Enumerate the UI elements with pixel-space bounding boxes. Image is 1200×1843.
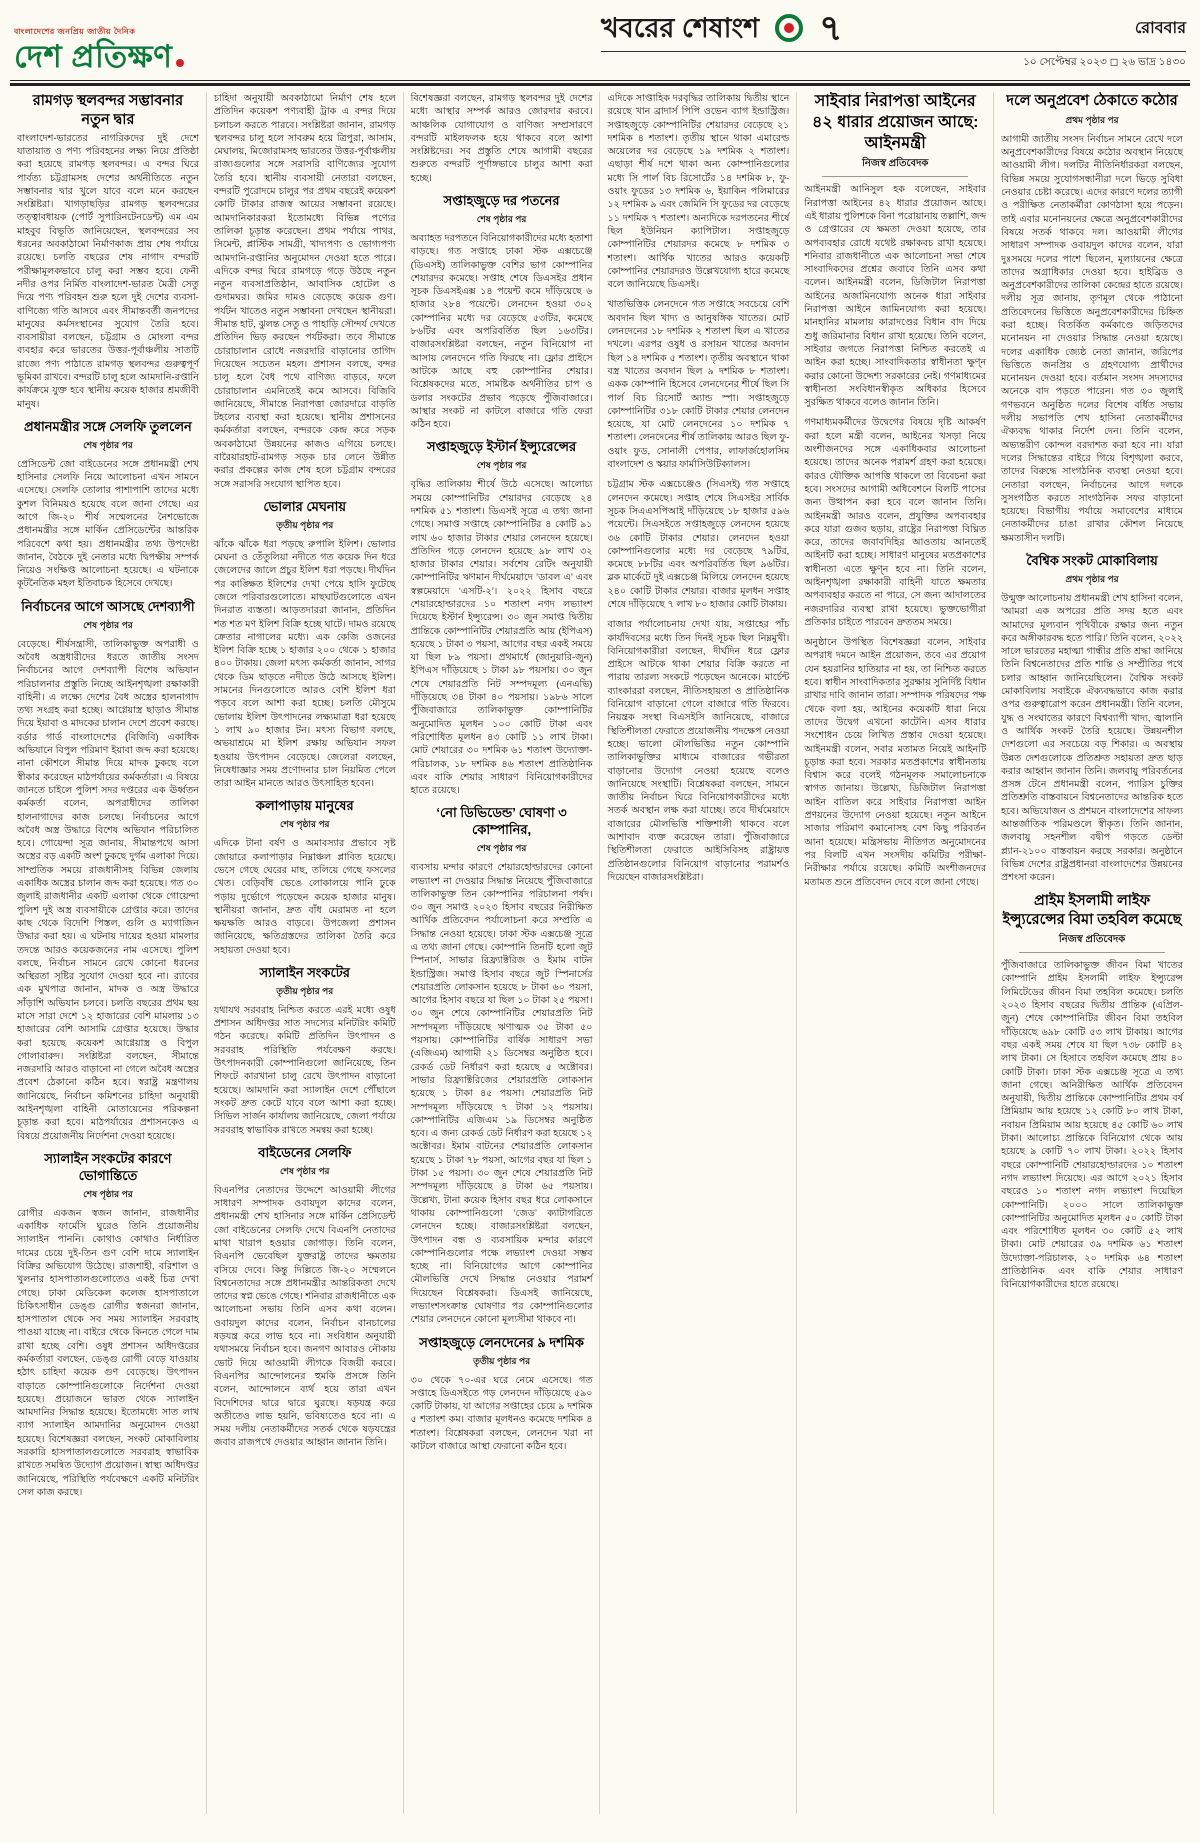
article-headline: দলে অনুপ্রবেশ ঠেকাতে কঠোর	[1006, 93, 1178, 109]
article-headline: ভোলার মেঘনায়	[263, 498, 347, 514]
masthead-left	[14, 26, 184, 72]
newspaper-logo: দেশ প্রতিক্ষণ	[14, 41, 184, 72]
dateline: ১০ সেপ্টেম্বর ২০২৩ ◻ ২৬ ভাদ্র ১৪৩০	[601, 51, 1186, 72]
column-4	[599, 92, 796, 1814]
continuation-note: শেষ পৃষ্ঠার পর	[83, 1188, 133, 1199]
article-body: অব্যাহত দরপতনে বিনিয়োগকারীদের মধ্যে হতাশা বাড়ছে। গত সপ্তাহে ঢাকা স্টক এক্সচেঞ্জে (ডিএসই) তালিকাভুক্ত বেশির ভাগ কোম্পানির শেয়ারদর কমেছে। সপ্তাহ শেষে ডিএসইর প্রধান সূচক ডিএসইএক্স ১৪ পয়েন্ট কমে দাঁড়িয়েছে ৬ হাজার ২৮৪ পয়েন্টে। লেনদেন হওয়া ৩০২ কোম্পানির মধ্যে দর বেড়েছে ৫৩টির, কমেছে ৮৬টির এবং অপরিবর্তিত ছিল ১৬৩টির। বাজারসংশ্লিষ্টরা বলছেন, নতুন বিনিয়োগ না আসায় লেনদেনে গতি ফিরছে না। ফ্লোর প্রাইসে আটকে আছে বহু কোম্পানির শেয়ার। বিশ্লেষকদের মতে, সামষ্টিক অর্থনীতির চাপ ও ডলার সংকটের প্রভাব পড়েছে পুঁজিবাজারে। আস্থার সংকট না কাটলে বাজারে গতি ফেরা কঠিন হবে।	[410, 232, 593, 431]
continuation-note: তৃতীয় পৃষ্ঠার পর	[276, 985, 334, 996]
column-5	[796, 92, 993, 1814]
article-headline: কলাপাড়ায় মানুষের	[255, 798, 354, 814]
article-headline: বৈশ্বিক সংকট মোকাবিলায়	[1026, 553, 1158, 569]
page-number: ৭	[819, 7, 843, 48]
continuation-note: শেষ পৃষ্ঠার পর	[476, 843, 527, 854]
article-body: যথাযথ সরবরাহ নিশ্চিত করতে এরই মধ্যে ওষুধ প্রশাসন অধিদপ্তর সাত সদস্যের মনিটরিং কমিটি গঠন করেছে। কমিটি প্রতিদিন উৎপাদন ও সরবরাহ পরিস্থিতি পর্যবেক্ষণ করছে। উৎপাদনকারী কোম্পানিগুলো জানিয়েছে, তিন শিফটে কারখানা চালু রেখে উৎপাদন বাড়ানো হয়েছে। আমদানি করা স্যালাইন দেশে পৌঁছালে সংকট দ্রুত কেটে যাবে বলে আশা করা হচ্ছে। সিভিল সার্জন কার্যালয় জানিয়েছে, জেলা পর্যায়ে সরবরাহ স্বাভাবিক রাখতে সমন্বয় করা হচ্ছে।	[213, 1004, 396, 1136]
article-headline: সপ্তাহজুড়ে ইস্টার্ন ইন্স্যুরেন্সের	[427, 439, 577, 455]
article-headline: সাইবার নিরাপত্তা আইনের ৪২ ধারার প্রয়োজন আছে: আইনমন্ত্রী	[812, 93, 979, 152]
continuation-note: শেষ পৃষ্ঠার পর	[476, 460, 527, 471]
weekday-label: রোববার	[1134, 19, 1186, 37]
article-headline: প্রধানমন্ত্রীর সঙ্গে সেলফি তুললেন	[24, 418, 192, 434]
column-3	[403, 92, 600, 1814]
masthead-right	[601, 7, 1186, 72]
article-headline: ‘নো ডিভিডেন্ড’ ঘোষণা ৩ কোম্পানির,	[436, 805, 567, 838]
continuation-note: তৃতীয় পৃষ্ঠার পর	[276, 519, 334, 530]
article-body: বেড়েছে। শীর্ষসন্ত্রাসী, তালিকাভুক্ত অপরাধী ও অবৈধ অস্ত্রধারীদের ধরতে জাতীয় সংসদ নির্বাচনের আগে দেশব্যাপী বিশেষ অভিযান পরিচালনার প্রস্তুতি নিচ্ছে আইনশৃঙ্খলা রক্ষাকারী বাহিনী। এ লক্ষ্যে দেশের বৈধ অস্ত্রের হালনাগাদ তথ্য সংগ্রহ করা হচ্ছে। আগ্নেয়াস্ত্র ছাড়াও সীমান্ত দিয়ে ইয়াবা ও মাদকের চালান দেশে প্রবেশ করছে। বর্ডার গার্ড বাংলাদেশের (বিজিবি) একাধিক অভিযানে বিপুল পরিমাণ ইয়াবা জব্দ করা হয়েছে। নানা কৌশলে সীমান্ত দিয়ে মাদক ঢুকছে বলে স্বীকার করেছেন মাঠপর্যায়ের কর্মকর্তারা। এ বিষয়ে জানতে চাইলে পুলিশ সদর দপ্তরের এক ঊর্ধ্বতন কর্মকর্তা বলেন, অপরাধীদের তালিকা হালনাগাদের কাজ চলছে। নির্বাচনের আগে অবৈধ অস্ত্র উদ্ধারে বিশেষ অভিযান পরিচালিত হবে। গোয়েন্দা সূত্র জানায়, সীমান্তপথে আসা অস্ত্রের বড় একটি অংশ ঢুকছে দুর্গম এলাকা দিয়ে। সাম্প্রতিক সময়ে রাজধানীসহ বিভিন্ন জেলায় একাধিক অস্ত্রের চালান জব্দ করা হয়েছে। গত ৩০ জুলাই রাজধানীর একটি এলাকা থেকে গোয়েন্দা পুলিশ দুই অস্ত্র ব্যবসায়ীকে গ্রেপ্তার করে। তাদের কাছ থেকে বিদেশি পিস্তল, গুলি ও ম্যাগাজিন উদ্ধার করা হয়। এ ঘটনায় দায়ের হওয়া মামলার তদন্তে আরও কয়েকজনের নাম এসেছে। পুলিশ বলছে, নির্বাচন সামনে রেখে কোনো ধরনের অস্থিরতা সৃষ্টির সুযোগ দেওয়া হবে না। র‌্যাবের এক মুখপাত্র জানান, মাদক ও অস্ত্র উদ্ধারে সাঁড়াশি অভিযান চলবে। চলতি বছরের প্রথম ছয় মাসে সারা দেশে ১২ হাজারের বেশি মামলায় ১৩ হাজারের বেশি আসামি গ্রেপ্তার হয়েছে। উদ্ধার করা হয়েছে কয়েকশ আগ্নেয়াস্ত্র ও বিপুল গোলাবারুদ। সংশ্লিষ্টরা বলছেন, সীমান্তে নজরদারি আরও বাড়ানো না গেলে অবৈধ অস্ত্রের প্রবেশ ঠেকানো কঠিন হবে। স্বরাষ্ট্র মন্ত্রণালয় জানিয়েছে, নির্বাচন কমিশনের চাহিদা অনুযায়ী আইনশৃঙ্খলা বাহিনী মোতায়েনের পরিকল্পনা চূড়ান্ত করা হবে। মাঠপর্যায়ের প্রশাসনকেও এ বিষয়ে প্রয়োজনীয় নির্দেশনা দেওয়া হয়েছে।	[17, 638, 199, 1142]
content-columns	[0, 86, 1200, 1822]
article-body: রোগীর একজন স্বজন জানান, রাজধানীর একাধিক ফার্মেসি ঘুরেও তিনি প্রয়োজনীয় স্যালাইন পাননি। কোথাও কোথাও নির্ধারিত দামের চেয়ে দুই-তিন গুণ বেশি দামে স্যালাইন বিক্রির অভিযোগ উঠেছে। রাজশাহী, বরিশাল ও খুলনার হাসপাতালগুলোতেও একই চিত্র দেখা গেছে। ঢাকা মেডিকেল কলেজ হাসপাতালে চিকিৎসাধীন ডেঙ্গু রোগীর স্বজনরা জানান, হাসপাতাল থেকে সব সময় স্যালাইন সরবরাহ পাওয়া যাচ্ছে না। বাইরে থেকে কিনতে গেলে দাম রাখা হচ্ছে বেশি। ওষুধ প্রশাসন অধিদপ্তরের কর্মকর্তারা বলছেন, ডেঙ্গু রোগী বেড়ে যাওয়ায় হঠাৎ চাহিদা কয়েক গুণ বেড়েছে। উৎপাদন বাড়াতে কোম্পানিগুলোকে নির্দেশনা দেওয়া হয়েছে। প্রয়োজনে ভারত থেকে স্যালাইন আমদানির সিদ্ধান্ত হয়েছে। ইতোমধ্যে সাত লাখ ব্যাগ স্যালাইন আমদানির অনুমোদন দেওয়া হয়েছে। বিশেষজ্ঞরা বলছেন, সংকট মোকাবিলায় সরকারি হাসপাতালগুলোতে সরবরাহ স্বাভাবিক রাখতে সমন্বিত উদ্যোগ প্রয়োজন। স্বাস্থ্য অধিদপ্তর জানিয়েছে, পরিস্থিতি পর্যবেক্ষণে একটি মনিটরিং সেল কাজ করছে।	[17, 1207, 199, 1498]
article-body: অনুষ্ঠানে উপস্থিত বিশেষজ্ঞরা বলেন, সাইবার অপরাধ দমনে আইন প্রয়োজন, তবে এর প্রয়োগ যেন হয়রানির হাতিয়ার না হয়, তা নিশ্চিত করতে হবে। স্বাধীন সাংবাদিকতার সুরক্ষায় সুনির্দিষ্ট বিধান রাখার দাবি জানান তারা। সম্পাদক পরিষদের পক্ষ থেকে বলা হয়, আইনের কয়েকটি ধারা নিয়ে তাদের উদ্বেগ এখনো কাটেনি। এসব ধারার সংশোধন চেয়ে লিখিত প্রস্তাব দেওয়া হয়েছে। আইনমন্ত্রী বলেন, সবার মতামত নিয়েই আইনটি চূড়ান্ত করা হবে। সরকার মতপ্রকাশের স্বাধীনতায় বিশ্বাস করে বলেই গঠনমূলক সমালোচনাকে স্বাগত জানায়। উল্লেখ্য, ডিজিটাল নিরাপত্তা আইন বাতিল করে সাইবার নিরাপত্তা আইন প্রণয়নের উদ্যোগ নেওয়া হয়েছে। নতুন আইনে সাজার পরিমাণ কমানোসহ বেশ কিছু পরিবর্তন আনা হয়েছে। মন্ত্রিসভায় নীতিগত অনুমোদনের পর বিলটি এখন সংসদীয় কমিটির পরীক্ষা-নিরীক্ষার পর্যায়ে রয়েছে। কমিটি অংশীজনদের মতামত শুনে প্রতিবেদন দেবে বলে জানা গেছে।	[804, 637, 987, 888]
masthead	[0, 0, 1200, 76]
article-body: প্রেসিডেন্ট জো বাইডেনের সঙ্গে প্রধানমন্ত্রী শেখ হাসিনার সেলফি নিয়ে আলোচনা এখন সামনে এসেছে। সেলফি তোলার পাশাপাশি তাদের মধ্যে কুশল বিনিময়ও হয়েছে বলে জানা গেছে। এর আগে জি-২০ শীর্ষ সম্মেলনের নৈশভোজে প্রধানমন্ত্রীর সঙ্গে মার্কিন প্রেসিডেন্টের আন্তরিক পরিবেশে কথা হয়। প্রধানমন্ত্রীর তথ্য উপদেষ্টা জানান, বৈঠকে দুই নেতার মধ্যে দ্বিপক্ষীয় সম্পর্ক নিয়েও সংক্ষিপ্ত আলোচনা হয়েছে। এ ঘটনাকে কূটনৈতিক মহল ইতিবাচক হিসেবে দেখছে।	[17, 458, 199, 590]
column-1	[10, 92, 206, 1814]
continuation-note: শেষ পৃষ্ঠার পর	[279, 819, 330, 830]
article-body: আইনমন্ত্রী আনিসুল হক বলেছেন, সাইবার নিরাপত্তা আইনের ৪২ ধারার প্রয়োজন আছে। এই ধারায় পুলিশকে বিনা পরোয়ানায় তল্লাশি, জব্দ ও গ্রেপ্তারের যে ক্ষমতা দেওয়া হয়েছে, তার অপব্যবহার রোধে যথেষ্ট রক্ষাকবচ রাখা হয়েছে। শনিবার রাজধানীতে এক আলোচনা সভা শেষে সাংবাদিকদের প্রশ্নের জবাবে তিনি এসব কথা বলেন। আইনমন্ত্রী বলেন, ডিজিটাল নিরাপত্তা আইনের অজামিনযোগ্য অনেক ধারা সাইবার নিরাপত্তা আইনে জামিনযোগ্য করা হয়েছে। মানহানির মামলায় কারাদণ্ডের বিধান বাদ দিয়ে শুধু জরিমানার বিধান রাখা হয়েছে। তিনি বলেন, সাইবার জগতে নিরাপত্তা নিশ্চিত করতেই এ আইন করা হচ্ছে। সাংবাদিকতার স্বাধীনতা ক্ষুণ্ন করার কোনো উদ্দেশ্য সরকারের নেই। গণমাধ্যমের স্বাধীনতা সংবিধানস্বীকৃত অধিকার হিসেবে সুরক্ষিত থাকবে বলেও জানান তিনি।	[804, 184, 987, 409]
newspaper-emblem-icon	[775, 14, 803, 42]
article-body: গণমাধ্যমকর্মীদের উদ্বেগের বিষয়ে দৃষ্টি আকর্ষণ করা হলে মন্ত্রী বলেন, আইনের খসড়া নিয়ে অংশীজনদের সঙ্গে একাধিকবার আলোচনা হয়েছে। তাদের অনেক পরামর্শ গ্রহণ করা হয়েছে। কারও যৌক্তিক আপত্তি থাকলে তা বিবেচনা করা হবে। সংসদের আগামী অধিবেশনে বিলটি পাসের জন্য উত্থাপন করা হবে বলে জানান তিনি। আইনমন্ত্রী আরও বলেন, প্রযুক্তির অপব্যবহার করে যারা গুজব ছড়ায়, রাষ্ট্রের নিরাপত্তা বিঘ্নিত করে, তাদের জবাবদিহির আওতায় আনতেই আইনটি করা হচ্ছে। সাধারণ মানুষের মতপ্রকাশের স্বাধীনতা এতে ক্ষুণ্ন হবে না। তিনি বলেন, আইনশৃঙ্খলা রক্ষাকারী বাহিনী যাতে ক্ষমতার অপব্যবহার করতে না পারে, সে জন্য আদালতের নজরদারির ব্যবস্থা রাখা হয়েছে। ভুক্তভোগীরা প্রতিকার চাইতে পারবেন দ্রুততম সময়ে।	[804, 417, 987, 628]
article-body: উন্মুক্ত আলোচনায় প্রধানমন্ত্রী শেখ হাসিনা বলেন, ‘আমরা এক অপরের প্রতি সদয় হতে এবং আমাদের মূল্যবান পৃথিবীকে রক্ষার জন্য নতুন করে অঙ্গীকারবদ্ধ হতে পারি।’ তিনি বলেন, ২০২২ সালে ভারতের মহাত্মা গান্ধীর প্রতি শ্রদ্ধা জানিয়ে তিনি বিশ্বনেতাদের প্রতি শান্তি ও সম্প্রীতির পথে চলার আহ্বান জানিয়েছিলেন। বৈশ্বিক সংকট মোকাবিলায় সবাইকে ঐক্যবদ্ধভাবে কাজ করার ওপর গুরুত্বারোপ করেন প্রধানমন্ত্রী। তিনি বলেন, যুদ্ধ ও সংঘাতের কারণে বিশ্বব্যাপী খাদ্য, জ্বালানি ও আর্থিক সংকট তৈরি হয়েছে। উন্নয়নশীল দেশগুলো এর সবচেয়ে বড় শিকার। এ অবস্থায় উন্নত দেশগুলোকে প্রতিশ্রুত সহায়তা দ্রুত ছাড় করার আহ্বান জানান তিনি। জলবায়ু পরিবর্তনের প্রসঙ্গ টেনে প্রধানমন্ত্রী বলেন, প্যারিস চুক্তির প্রতিশ্রুতি বাস্তবায়নে বিশ্বনেতাদের আন্তরিক হতে হবে। অভিযোজন ও প্রশমনে বাংলাদেশের সাফল্য আন্তর্জাতিক পরিমণ্ডলে স্বীকৃত। তিনি জানান, জলবায়ু সহনশীল বদ্বীপ গড়তে ডেল্টা প্ল্যান-২১০০ বাস্তবায়ন করছে সরকার। অনুষ্ঠানে বিভিন্ন দেশের রাষ্ট্রপ্রধানরা বাংলাদেশের উন্নয়নের প্রশংসা করেন।	[1001, 592, 1183, 884]
column-2	[206, 92, 403, 1814]
article-body: আগামী জাতীয় সংসদ নির্বাচন সামনে রেখে দলে অনুপ্রবেশকারীদের বিষয়ে কঠোর অবস্থান নিয়েছে আওয়ামী লীগ। দলটির নীতিনির্ধারকরা বলছেন, বিভিন্ন সময়ে সুযোগসন্ধানীরা দলে ভিড়ে সুবিধা নেওয়ার চেষ্টা করেছে। এদের কারণে দলের ত্যাগী ও পরীক্ষিত নেতাকর্মীরা কোণঠাসা হয়ে পড়েন। তাই এবার মনোনয়নের ক্ষেত্রে অনুপ্রবেশকারীদের বিষয়ে সতর্ক থাকবে দল। আওয়ামী লীগের সাধারণ সম্পাদক ওবায়দুল কাদের বলেন, যারা দুঃসময়ে দলের পাশে ছিলেন, মূল্যায়নের ক্ষেত্রে তাদের অগ্রাধিকার দেওয়া হবে। হাইব্রিড ও অনুপ্রবেশকারীদের তালিকা কেন্দ্রের হাতে রয়েছে। দলীয় সূত্র জানায়, তৃণমূল থেকে পাঠানো প্রতিবেদনের ভিত্তিতে অনুপ্রবেশকারীদের চিহ্নিত করা হচ্ছে। বিতর্কিত কর্মকাণ্ডে জড়িতদের মনোনয়ন না দেওয়ার সিদ্ধান্ত নেওয়া হয়েছে। দলের একাধিক জ্যেষ্ঠ নেতা জানান, জরিপের ভিত্তিতে জনপ্রিয় ও গ্রহণযোগ্য প্রার্থীদের মনোনয়ন দেওয়া হবে। বর্তমান সংসদ সদস্যদের অনেকে বাদ পড়তে পারেন। গত ৩০ জুলাই গণভবনে অনুষ্ঠিত দলের বিশেষ বর্ধিত সভায় দলীয় সভাপতি শেখ হাসিনা নেতাকর্মীদের ঐক্যবদ্ধ থাকার নির্দেশ দেন। তিনি বলেন, অভ্যন্তরীণ কোন্দল বরদাশত করা হবে না। যারা দলের সিদ্ধান্তের বাইরে গিয়ে বিশৃঙ্খলা করবে, তাদের বিরুদ্ধে সাংগঠনিক ব্যবস্থা নেওয়া হবে। নেতারা বলছেন, নির্বাচনের আগে দলকে সুসংগঠিত করতে সাংগঠনিক সফর বাড়ানো হয়েছে। বিভাগীয় পর্যায়ে সমাবেশের মাধ্যমে নেতাকর্মীদের চাঙা রাখার কৌশল নিয়েছে ক্ষমতাসীন দলটি।	[1001, 133, 1183, 544]
article-body: চট্টগ্রাম স্টক এক্সচেঞ্জেও (সিএসই) গত সপ্তাহে লেনদেন কমেছে। সপ্তাহ শেষে সিএসইর সার্বিক সূচক সিএএসপিআই দাঁড়িয়েছে ১৮ হাজার ৫৯৬ পয়েন্টে। সিএসইতে সপ্তাহজুড়ে লেনদেন হয়েছে ৩৬ কোটি টাকার শেয়ার। লেনদেন হওয়া কোম্পানিগুলোর মধ্যে দর বেড়েছে ৭৯টির, কমেছে ৮৮টির এবং অপরিবর্তিত ছিল ৯৬টির। ব্লক মার্কেটে দুই এক্সচেঞ্জ মিলিয়ে লেনদেন হয়েছে ২৪০ কোটি টাকার শেয়ার। বাজার মূলধন সপ্তাহ শেষে দাঁড়িয়েছে ৭ লাখ ৮০ হাজার কোটি টাকায়।	[607, 479, 790, 610]
article-headline: স্যালাইন সংকটের কারণে ভোগান্তিতে	[44, 1150, 172, 1183]
continuation-note: প্রথম পৃষ্ঠার পর	[1065, 573, 1119, 584]
article-body: ৩০ থেকে ৭০-এর ঘরে নেমে এসেছে। গত সপ্তাহে ডিএসইতে গড় লেনদেন দাঁড়িয়েছে ৫৯০ কোটি টাকায়, যা আগের সপ্তাহের চেয়ে ৯ দশমিক ৫ শতাংশ কম। বাজার মূলধনও কমেছে দশমিক ৪ শতাংশ। বিশ্লেষকরা বলছেন, লেনদেন খরা না কাটলে বাজারে আস্থা ফেরানো কঠিন হবে।	[410, 1374, 593, 1452]
article-body: চাহিদা অনুযায়ী অবকাঠামো নির্মাণ শেষ হলে প্রতিদিন কয়েকশ পণ্যবাহী ট্রাক এ বন্দর দিয়ে চলাচল করতে পারবে। সংশ্লিষ্টরা জানান, রামগড় স্থলবন্দর চালু হলে সাবরুম হয়ে ত্রিপুরা, আসাম, মেঘালয়, মিজোরামসহ ভারতের উত্তর-পূর্বাঞ্চলীয় রাজ্যগুলোর সঙ্গে সরাসরি বাণিজ্যের সুযোগ তৈরি হবে। স্থানীয় ব্যবসায়ী নেতারা বলছেন, বন্দরটি পুরোদমে চালুর পর প্রথম বছরেই কয়েকশ কোটি টাকার রাজস্ব আয়ের সম্ভাবনা রয়েছে। আমদানিকারকরা ইতোমধ্যে বিভিন্ন পণ্যের তালিকা চূড়ান্ত করেছেন। প্রথম পর্যায়ে পাথর, সিমেন্ট, প্লাস্টিক সামগ্রী, খাদ্যপণ্য ও ভোগ্যপণ্য আমদানি-রপ্তানির অনুমোদন দেওয়া হতে পারে। এদিকে বন্দর ঘিরে রামগড়ে গড়ে উঠছে নতুন নতুন ব্যবসাপ্রতিষ্ঠান, আবাসিক হোটেল ও গুদামঘর। জমির দামও বেড়েছে কয়েক গুণ। পর্যটন খাতেও নতুন সম্ভাবনা দেখছেন স্থানীয়রা। সীমান্ত হাট, ঝুলন্ত সেতু ও পাহাড়ি সৌন্দর্য দেখতে প্রতিদিন ভিড় করছেন পর্যটকরা। তবে সীমান্তে চোরাচালান রোধে নজরদারি বাড়ানোর তাগিদ দিয়েছেন সচেতন মহল। প্রশাসন বলছে, বন্দর চালু হলে বৈধ পথে বাণিজ্য বাড়বে, ফলে চোরাচালান এমনিতেই কমে আসবে। বিজিবি জানিয়েছে, সীমান্তে নিরাপত্তা জোরদারে বাড়তি টহলের ব্যবস্থা করা হয়েছে। স্থানীয় প্রশাসনের কর্মকর্তারা বলছেন, বন্দরকে কেন্দ্র করে সড়ক অবকাঠামো উন্নয়নের কাজও এগিয়ে চলছে। বারৈয়ারহাট-রামগড় সড়ক চার লেনে উন্নীত করার প্রকল্পের কাজ শেষ হলে চট্টগ্রাম বন্দরের সঙ্গে সরাসরি সংযোগ স্থাপিত হবে।	[213, 93, 396, 490]
continuation-note: প্রথম পৃষ্ঠার পর	[1065, 114, 1119, 125]
continuation-note: তৃতীয় পৃষ্ঠার পর	[473, 1355, 531, 1366]
article-body: বিএনপির নেতাদের উদ্দেশে আওয়ামী লীগের সাধারণ সম্পাদক ওবায়দুল কাদের বলেন, প্রধানমন্ত্রী শেখ হাসিনার সঙ্গে মার্কিন প্রেসিডেন্ট জো বাইডেনের সেলফি দেখে বিএনপি নেতাদের মাথা খারাপ হওয়ার জোগাড়। তিনি বলেন, বিএনপি ভেবেছিল যুক্তরাষ্ট্র তাদের ক্ষমতায় বসিয়ে দেবে। কিন্তু দিল্লিতে জি-২০ সম্মেলনে বিশ্বনেতাদের সঙ্গে প্রধানমন্ত্রীর আন্তরিকতা দেখে তাদের স্বপ্ন ভেঙে গেছে। শনিবার রাজধানীতে এক আলোচনা সভায় তিনি এসব কথা বলেন। ওবায়দুল কাদের বলেন, নির্বাচন বানচালের ষড়যন্ত্র করে লাভ হবে না। সংবিধান অনুযায়ী যথাসময়ে নির্বাচন হবে। জনগণ আবারও নৌকায় ভোট দিয়ে আওয়ামী লীগকে বিজয়ী করবে। বিএনপির আন্দোলনের হুমকি প্রসঙ্গে তিনি বলেন, আন্দোলনে ব্যর্থ হয়ে তারা এখন বিদেশিদের দ্বারে দ্বারে ঘুরছে। ষড়যন্ত্র করে অতীতেও লাভ হয়নি, ভবিষ্যতেও হবে না। এ সময় দলীয় নেতাকর্মীদের সতর্ক থেকে ষড়যন্ত্রের জবাব রাজপথে দেওয়ার আহ্বান জানান তিনি।	[213, 1184, 396, 1449]
article-body: বাংলাদেশ-ভারতের নাগরিকদের দুই দেশে যাতায়াত ও পণ্য পরিবহনের লক্ষ্য নিয়ে প্রতিষ্ঠা করা হয়েছে রামগড় স্থলবন্দর। এ বন্দর ঘিরে পার্বত্য চট্টগ্রামসহ দেশের অর্থনীতিতে নতুন সম্ভাবনার দ্বার খুলে যাবে বলে মনে করছেন সংশ্লিষ্টরা। খাগড়াছড়ির রামগড় স্থলবন্দরের তত্ত্বাবধায়ক (পোর্ট সুপারিনটেনডেন্ট) এম এম মাহবুব বিভূতি জানিয়েছেন, স্থলবন্দরের সব ধরনের অবকাঠামো নির্মাণকাজ প্রায় শেষ পর্যায়ে রয়েছে। চলতি বছরের শেষ নাগাদ বন্দরটি পরীক্ষামূলকভাবে চালু করা সম্ভব হবে। ফেনী নদীর ওপর নির্মিত বাংলাদেশ-ভারত মৈত্রী সেতু দিয়ে পণ্য পরিবহন শুরু হলে দুই দেশের ব্যবসা-বাণিজ্যে গতি আসবে এবং সীমান্তবর্তী জনপদের মানুষের কর্মসংস্থানের সুযোগ তৈরি হবে। ব্যবসায়ীরা বলছেন, চট্টগ্রাম ও মোংলা বন্দর ব্যবহার করে ভারতের উত্তর-পূর্বাঞ্চলীয় সাতটি রাজ্যে পণ্য পাঠাতে রামগড় স্থলবন্দর গুরুত্বপূর্ণ ভূমিকা রাখবে। বন্দরটি চালু হলে আমদানি-রপ্তানি কার্যক্রমে যুক্ত হবে স্থানীয় কয়েক হাজার শ্রমজীবী মানুষ।	[17, 132, 199, 410]
article-body: বাজার পর্যালোচনায় দেখা যায়, সপ্তাহের পাঁচ কার্যদিবসের মধ্যে তিন দিনই সূচক ছিল নিম্নমুখী। বিনিয়োগকারীরা বলছেন, দীর্ঘদিন ধরে ফ্লোর প্রাইসে আটকে থাকা শেয়ার বিক্রি করতে না পারায় তারল্য সংকটে পড়েছেন অনেকে। মার্চেন্ট ব্যাংকাররা বলছেন, নীতিসহায়তা ও প্রাতিষ্ঠানিক বিনিয়োগ বাড়ানো গেলে বাজারে গতি ফিরবে। নিয়ন্ত্রক সংস্থা বিএসইসি জানিয়েছে, বাজারে স্থিতিশীলতা ফেরাতে প্রয়োজনীয় পদক্ষেপ নেওয়া হচ্ছে। ভালো মৌলভিত্তির নতুন কোম্পানি তালিকাভুক্তির মাধ্যমে বাজারের গভীরতা বাড়ানোর উদ্যোগ নেওয়া হয়েছে বলেও জানিয়েছে সংস্থাটি। বিশ্লেষকরা বলছেন, সামনে জাতীয় নির্বাচন ঘিরে বিনিয়োগকারীদের মধ্যে সতর্ক অবস্থান লক্ষ করা যাচ্ছে। তবে দীর্ঘমেয়াদে বাজারের মৌলভিত্তি শক্তিশালী থাকবে বলে আশাবাদ ব্যক্ত করেছেন তারা। পুঁজিবাজারে স্থিতিশীলতা ফেরাতে আইসিবিসহ রাষ্ট্রায়ত্ত প্রতিষ্ঠানগুলোর বিনিয়োগ বাড়ানোর পরামর্শও দিয়েছেন বাজারসংশ্লিষ্টরা।	[607, 619, 790, 883]
masthead-row	[601, 7, 1186, 48]
article-body: পুঁজিবাজারে তালিকাভুক্ত জীবন বিমা খাতের কোম্পানি প্রাইম ইসলামী লাইফ ইন্স্যুরেন্স লিমিটেডের জীবন বিমা তহবিল কমেছে। চলতি ২০২৩ হিসাব বছরের দ্বিতীয় প্রান্তিক (এপ্রিল-জুন) শেষে কোম্পানিটির জীবন বিমা তহবিল দাঁড়িয়েছে ৬৯৮ কোটি ৫৩ লাখ টাকায়। আগের বছর একই সময় শেষে যা ছিল ৭৩৮ কোটি ৪২ লাখ টাকা। সে হিসাবে তহবিল কমেছে প্রায় ৪০ কোটি টাকা। ঢাকা স্টক এক্সচেঞ্জ সূত্রে এ তথ্য জানা গেছে। অনিরীক্ষিত আর্থিক প্রতিবেদন অনুযায়ী, দ্বিতীয় প্রান্তিকে কোম্পানিটির প্রথম বর্ষ প্রিমিয়াম আয় হয়েছে ১২ কোটি ৮০ লাখ টাকা, নবায়ন প্রিমিয়াম আয় হয়েছে ৪৫ কোটি ৬০ লাখ টাকা। আলোচ্য প্রান্তিকে বিনিয়োগ থেকে আয় হয়েছে ৯ কোটি ৭০ লাখ টাকা। ২০২২ হিসাব বছরে কোম্পানিটি শেয়ারহোল্ডারদের ১০ শতাংশ নগদ লভ্যাংশ দিয়েছে। এর আগে ২০২১ হিসাব বছরেও ১০ শতাংশ নগদ লভ্যাংশ দিয়েছিল কোম্পানিটি। ২০০০ সালে তালিকাভুক্ত কোম্পানিটির অনুমোদিত মূলধন ৫০ কোটি টাকা এবং পরিশোধিত মূলধন ৩০ কোটি ৫২ লাখ টাকা। মোট শেয়ারের ৩৯ দশমিক ৬১ শতাংশ উদ্যোক্তা-পরিচালক, ২০ দশমিক ৬৪ শতাংশ প্রাতিষ্ঠানিক এবং বাকি শেয়ার সাধারণ বিনিয়োগকারীদের হাতে রয়েছে।	[1001, 960, 1183, 1291]
section-title: খবরের শেষাংশ	[601, 12, 760, 43]
continuation-note: শেষ পৃষ্ঠার পর	[83, 619, 133, 630]
article-body: খাতভিত্তিক লেনদেনে গত সপ্তাহে সবচেয়ে বেশি অবদান ছিল খাদ্য ও আনুষঙ্গিক খাতের। মোট লেনদেনের ১৮ দশমিক ২ শতাংশ ছিল এ খাতের দখলে। এরপর ওষুধ ও রসায়ন খাতের অবদান ছিল ১৪ দশমিক ৫ শতাংশ। তৃতীয় অবস্থানে থাকা বস্ত্র খাতের অবদান ছিল ৯ দশমিক ৮ শতাংশ। একক কোম্পানি হিসেবে লেনদেনের শীর্ষে ছিল সি পার্ল বিচ রিসোর্ট অ্যান্ড স্পা। সপ্তাহজুড়ে কোম্পানিটির ৩১৮ কোটি টাকার শেয়ার লেনদেন হয়েছে, যা মোট লেনদেনের ১০ দশমিক ৭ শতাংশ। লেনদেনের শীর্ষ তালিকায় আরও ছিল ফু-ওয়াং ফুড, সোনালী পেপার, লাফার্জহোলসিম বাংলাদেশ ও স্কয়ার ফার্মাসিউটিক্যালস।	[607, 299, 790, 471]
continuation-note: শেষ পৃষ্ঠার পর	[476, 213, 527, 224]
article-headline: বাইডেনের সেলফি	[258, 1144, 352, 1160]
article-body: ঝাঁকে ঝাঁকে ধরা পড়ছে রুপালি ইলিশ। ভোলার মেঘনা ও তেঁতুলিয়া নদীতে গত কয়েক দিন ধরে জেলেদের জালে প্রচুর ইলিশ ধরা পড়ছে। দীর্ঘদিন পর কাঙ্ক্ষিত ইলিশের দেখা পেয়ে হাসি ফুটেছে জেলে পরিবারগুলোতে। মাছঘাটগুলোতে এখন দিনরাত ব্যস্ততা। আড়তদাররা জানান, প্রতিদিন শত শত মণ ইলিশ বিক্রি হচ্ছে ঘাটে। দামও রয়েছে ক্রেতার নাগালের মধ্যে। এক কেজি ওজনের ইলিশ বিক্রি হচ্ছে ১ হাজার ২০০ থেকে ১ হাজার ৪০০ টাকায়। জেলা মৎস্য কর্মকর্তা জানান, সাগর থেকে ডিম ছাড়তে নদীতে উঠে আসছে ইলিশ। সামনের দিনগুলোতে আরও বেশি ইলিশ ধরা পড়বে বলে আশা করা হচ্ছে। চলতি মৌসুমে ভোলায় ইলিশ উৎপাদনের লক্ষ্যমাত্রা ধরা হয়েছে ১ লাখ ৯০ হাজার টন। মৎস্য বিভাগ বলছে, অভয়াশ্রমে মা ইলিশ রক্ষায় অভিযান সফল হওয়ায় উৎপাদন বেড়েছে। জেলেরা বলছেন, নিষেধাজ্ঞার সময় প্রণোদনার চাল নিয়মিত পেলে তারা আইন মানতে আরও উৎসাহিত হবেন।	[213, 538, 396, 790]
article-headline: রামগড় স্থলবন্দর সম্ভাবনার নতুন দ্বার	[32, 93, 184, 128]
newspaper-tagline: বাংলাদেশের জনপ্রিয় জাতীয় দৈনিক	[14, 27, 136, 36]
article-body: বিশেষজ্ঞরা বলছেন, রামগড় স্থলবন্দর দুই দেশের মধ্যে আস্থার সম্পর্ক আরও জোরদার করবে। আঞ্চলিক যোগাযোগ ও বাণিজ্য সম্প্রসারণে বন্দরটি মাইলফলক হয়ে থাকবে বলে আশা সংশ্লিষ্টদের। সব প্রস্তুতি শেষে আগামী বছরের শুরুতে বন্দরটি পূর্ণাঙ্গভাবে চালুর আশা করা হচ্ছে।	[410, 93, 593, 184]
article-headline: নির্বাচনের আগে আসছে দেশব্যাপী	[21, 598, 195, 614]
continuation-note: শেষ পৃষ্ঠার পর	[83, 439, 133, 450]
byline: নিজস্ব প্রতিবেদক	[822, 156, 968, 177]
logo-accent-dot-icon	[176, 59, 184, 67]
article-headline: স্যালাইন সংকটের	[259, 965, 350, 980]
column-6	[993, 92, 1190, 1814]
continuation-note: শেষ পৃষ্ঠার পর	[279, 1165, 330, 1176]
article-headline: সপ্তাহজুড়ে দর পতনের	[443, 193, 560, 209]
article-body: এদিকে টানা বর্ষণ ও অমাবস্যার প্রভাবে সৃষ্ট জোয়ারে কলাপাড়ার নিম্নাঞ্চল প্লাবিত হয়েছে। ভেসে গেছে ঘেরের মাছ, তলিয়ে গেছে ফসলের খেত। বেড়িবাঁধ ভেঙে লোকালয়ে পানি ঢুকে পড়ায় দুর্ভোগে পড়েছেন কয়েক হাজার মানুষ। স্থানীয়রা জানান, দ্রুত বাঁধ মেরামত না হলে ক্ষয়ক্ষতি আরও বাড়বে। উপজেলা প্রশাসন জানিয়েছে, ক্ষতিগ্রস্তদের তালিকা তৈরি করে সহায়তা দেওয়া হবে।	[213, 838, 396, 956]
article-body: বৃদ্ধির তালিকায় শীর্ষে উঠে এসেছে। আলোচ্য সময়ে কোম্পানিটির শেয়ারদর বেড়েছে ২৪ দশমিক ৫১ শতাংশ। ডিএসই সূত্রে এ তথ্য জানা গেছে। সমাপ্ত সপ্তাহে কোম্পানিটির ৪ কোটি ৯১ লাখ ৬০ হাজার টাকার শেয়ার লেনদেন হয়েছে। প্রতিদিন গড়ে লেনদেন হয়েছে ৯৮ লাখ ৩২ হাজার টাকার শেয়ার। সর্বশেষ রেটিং অনুযায়ী কোম্পানিটির ঋণমান দীর্ঘমেয়াদে ‘ডাবল এ’ এবং স্বল্পমেয়াদে ‘এসটি-২’। ২০২২ হিসাব বছরে শেয়ারহোল্ডারদের ১০ শতাংশ নগদ লভ্যাংশ দিয়েছে ইস্টার্ন ইন্স্যুরেন্স। ৩০ জুন সমাপ্ত দ্বিতীয় প্রান্তিকে কোম্পানিটির শেয়ারপ্রতি আয় (ইপিএস) হয়েছে ১ টাকা ৩ পয়সা, আগের বছর একই সময়ে যা ছিল ৮৯ পয়সা। প্রথমার্ধে (জানুয়ারি-জুন) ইপিএস দাঁড়িয়েছে ১ টাকা ৯৮ পয়সায়। ৩০ জুন শেষে শেয়ারপ্রতি নিট সম্পদমূল্য (এনএভি) দাঁড়িয়েছে ৩৪ টাকা ৪০ পয়সায়। ১৯৮৬ সালে পুঁজিবাজারে তালিকাভুক্ত কোম্পানিটির অনুমোদিত মূলধন ১০০ কোটি টাকা এবং পরিশোধিত মূলধন ৪৩ কোটি ১১ লাখ টাকা। মোট শেয়ারের ৩০ দশমিক ৬১ শতাংশ উদ্যোক্তা-পরিচালক, ১৮ দশমিক ৪৬ শতাংশ প্রাতিষ্ঠানিক এবং বাকি শেয়ার সাধারণ বিনিয়োগকারীদের হাতে রয়েছে।	[410, 479, 593, 797]
article-body: এদিকে সাপ্তাহিক দরবৃদ্ধির তালিকায় দ্বিতীয় স্থানে রয়েছে খান ব্রাদার্স পিপি ওভেন ব্যাগ ইন্ডাস্ট্রিজ। সপ্তাহজুড়ে কোম্পানিটির শেয়ারদর বেড়েছে ২১ দশমিক ৪ শতাংশ। তৃতীয় স্থানে থাকা এমারেল্ড অয়েলের দর বেড়েছে ১৯ দশমিক ২ শতাংশ। এছাড়া শীর্ষ দশে থাকা অন্য কোম্পানিগুলোর মধ্যে সি পার্ল বিচ রিসোর্টের ১৪ দশমিক ৮, ফু-ওয়াং ফুডের ১৩ দশমিক ৬, ইয়াকিন পলিমারের ১২ দশমিক ৯ এবং জেমিনি সি ফুডের দর বেড়েছে ১১ দশমিক ৭ শতাংশ। অন্যদিকে দরপতনের শীর্ষে ছিল ইউনিয়ন ক্যাপিটাল। সপ্তাহজুড়ে কোম্পানিটির শেয়ারদর কমেছে ৮ দশমিক ৩ শতাংশ। আর্থিক খাতের আরও কয়েকটি কোম্পানির শেয়ারদরও উল্লেখযোগ্য হারে কমেছে বলে জানিয়েছে ডিএসই।	[607, 93, 790, 291]
article-body: ব্যবসায় মন্দার কারণে শেয়ারহোল্ডারদের কোনো লভ্যাংশ না দেওয়ার সিদ্ধান্ত নিয়েছে পুঁজিবাজারে তালিকাভুক্ত তিন কোম্পানির পরিচালনা পর্ষদ। ৩০ জুন সমাপ্ত ২০২৩ হিসাব বছরের নিরীক্ষিত আর্থিক প্রতিবেদন পর্যালোচনা করে সম্প্রতি এ সিদ্ধান্ত নেওয়া হয়েছে। ঢাকা স্টক এক্সচেঞ্জ সূত্রে এ তথ্য জানা গেছে। কোম্পানি তিনটি হলো জুট স্পিনার্স, সাভার রিফ্র্যাক্টরিজ ও ইমাম বাটন ইন্ডাস্ট্রিজ। সমাপ্ত হিসাব বছরে জুট স্পিনার্সের শেয়ারপ্রতি লোকসান হয়েছে ৮ টাকা ৬০ পয়সা, আগের হিসাব বছরে যা ছিল ১০ টাকা ২৫ পয়সা। ৩০ জুন শেষে কোম্পানিটির শেয়ারপ্রতি নিট সম্পদমূল্য দাঁড়িয়েছে ঋণাত্মক ৩৫ টাকা ৫০ পয়সায়। কোম্পানিটির বার্ষিক সাধারণ সভা (এজিএম) আগামী ২১ ডিসেম্বর অনুষ্ঠিত হবে। রেকর্ড ডেট নির্ধারণ করা হয়েছে ৫ অক্টোবর। সাভার রিফ্র্যাক্টরিজের শেয়ারপ্রতি লোকসান হয়েছে ১ টাকা ৪৫ পয়সা। শেয়ারপ্রতি নিট সম্পদমূল্য দাঁড়িয়েছে ৭ টাকা ১২ পয়সায়। কোম্পানিটির এজিএম ১৯ ডিসেম্বর অনুষ্ঠিত হবে। এ জন্য রেকর্ড ডেট নির্ধারণ করা হয়েছে ১২ অক্টোবর। ইমাম বাটনের শেয়ারপ্রতি লোকসান হয়েছে ১ টাকা ৭৮ পয়সা, আগের বছর যা ছিল ১ টাকা ১৫ পয়সা। ৩০ জুন শেষে শেয়ারপ্রতি নিট সম্পদমূল্য দাঁড়িয়েছে ৪ টাকা ৬৫ পয়সায়। উল্লেখ্য, টানা কয়েক হিসাব বছর ধরে লোকসানে থাকায় কোম্পানিগুলো ‘জেড’ ক্যাটাগরিতে লেনদেন হচ্ছে। বাজারসংশ্লিষ্টরা বলছেন, উৎপাদন বন্ধ ও ব্যবসায়িক মন্দার কারণে কোম্পানিগুলোর পক্ষে লভ্যাংশ দেওয়া সম্ভব হচ্ছে না। বিনিয়োগের আগে কোম্পানির মৌলভিত্তি দেখে সিদ্ধান্ত নেওয়ার পরামর্শ দিয়েছেন বিশ্লেষকরা। ডিএসই জানিয়েছে, লভ্যাংশসংক্রান্ত ঘোষণার পর কোম্পানিগুলোর শেয়ার লেনদেনে কোনো মূল্যসীমা থাকবে না।	[410, 862, 593, 1326]
article-headline: প্রাইম ইসলামী লাইফ ইন্স্যুরেন্সের বিমা তহবিল কমেছে	[1002, 893, 1182, 929]
byline: নিজস্ব প্রতিবেদক	[1019, 932, 1165, 953]
article-headline: সপ্তাহজুড়ে লেনদেনের ৯ দশমিক	[419, 1334, 584, 1350]
